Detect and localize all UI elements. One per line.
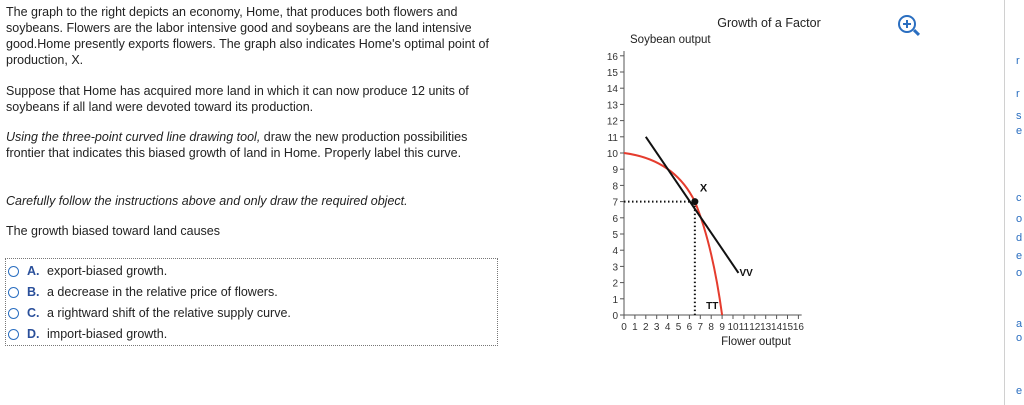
option-d[interactable] — [6, 324, 167, 344]
strip-glyph: e — [1016, 250, 1023, 262]
x-tick-label: 5 — [675, 322, 682, 333]
strip-glyph: s — [1016, 110, 1022, 122]
answer-options — [5, 258, 498, 346]
option-text: a rightward shift of the relative supply curve. — [47, 306, 291, 320]
option-letter: B. — [27, 285, 40, 299]
radio-button[interactable] — [8, 287, 19, 298]
drawing-instructions-rest: draw the new production possibilities frontier that indicates this biased growth of land in Home. Properly label this curve. — [6, 130, 468, 160]
caution-note: Carefully follow the instructions above and only draw the required object. — [6, 194, 408, 208]
graph-canvas[interactable] — [600, 10, 900, 355]
x-tick-label: 11 — [738, 322, 750, 333]
strip-glyph: r — [1016, 55, 1020, 67]
strip-glyph: d — [1016, 232, 1023, 244]
strip-glyph: e — [1016, 385, 1023, 397]
y-tick-label: 11 — [607, 132, 618, 144]
drawing-tool-hint: Using the three-point curved line drawing tool, — [6, 130, 261, 144]
y-tick-label: 0 — [612, 311, 618, 322]
question-prompt: The growth biased toward land causes — [6, 224, 221, 238]
drawing-instructions — [6, 129, 496, 161]
y-tick-label: 12 — [606, 116, 618, 128]
y-tick-label: 16 — [606, 51, 618, 63]
price-line-vv — [646, 137, 739, 273]
option-b[interactable] — [6, 282, 278, 302]
y-tick-label: 8 — [612, 181, 618, 193]
option-a[interactable] — [6, 261, 167, 281]
x-tick-label: 1 — [632, 322, 638, 333]
option-c[interactable] — [6, 303, 291, 323]
y-tick-label: 5 — [612, 230, 618, 241]
graph-title: Growth of a Factor — [717, 16, 821, 30]
radio-button[interactable] — [8, 329, 19, 340]
y-tick-label: 4 — [612, 246, 618, 258]
x-tick-label: 8 — [708, 322, 714, 333]
ppf-graph[interactable] — [600, 10, 900, 355]
strip-glyph: o — [1016, 267, 1023, 279]
x-tick-label: 6 — [686, 322, 693, 333]
strip-glyph: o — [1016, 332, 1023, 344]
point-label-x: X — [699, 182, 708, 195]
y-tick-label: 9 — [612, 165, 618, 177]
y-tick-label: 15 — [606, 68, 618, 79]
y-tick-label: 2 — [612, 278, 618, 290]
strip-glyph: o — [1016, 213, 1023, 225]
x-tick-label: 9 — [719, 322, 725, 333]
strip-glyph: c — [1016, 192, 1022, 204]
radio-button[interactable] — [8, 266, 19, 277]
x-tick-label: 2 — [643, 322, 649, 333]
option-letter: C. — [27, 306, 40, 320]
x-tick-label: 7 — [697, 322, 704, 333]
side-panel-edge — [1004, 0, 1024, 405]
option-text: a decrease in the relative price of flowers. — [47, 285, 278, 299]
strip-glyph: a — [1016, 318, 1023, 330]
x-tick-label: 0 — [621, 322, 627, 333]
price-line-label-vv: VV — [739, 267, 753, 279]
x-tick-label: 12 — [749, 322, 761, 333]
ppf-label-tt: TT — [706, 301, 719, 312]
question-scenario: Suppose that Home has acquired more land in which it can now produce 12 units of soybeans if all land were devoted toward its production. — [6, 84, 469, 114]
x-tick-label: 10 — [727, 322, 739, 333]
y-tick-label: 3 — [612, 262, 618, 274]
strip-glyph: e — [1016, 125, 1023, 137]
y-axis-label: Soybean output — [630, 34, 711, 46]
x-tick-label: 3 — [653, 322, 660, 333]
option-text: export-biased growth. — [47, 264, 168, 278]
x-tick-label: 15 — [781, 322, 794, 333]
y-tick-label: 7 — [612, 197, 618, 209]
x-tick-label: 14 — [771, 322, 783, 333]
y-tick-label: 13 — [606, 100, 618, 112]
x-tick-label: 13 — [760, 322, 772, 333]
y-tick-label: 1 — [612, 294, 618, 306]
strip-glyph: r — [1016, 88, 1020, 100]
option-letter: A. — [27, 264, 40, 278]
x-tick-label: 16 — [792, 322, 804, 333]
x-axis-label: Flower output — [721, 336, 791, 348]
question-intro: The graph to the right depicts an economy, Home, that produces both flowers and soybeans. Flowers are the labor intensive good and soybeans are the land intensive good.Home presently exports flowers. The graph also indicates Home's optimal point of production, X. — [6, 5, 489, 67]
zoom-handle-icon — [913, 29, 920, 36]
radio-button[interactable] — [8, 308, 19, 319]
option-text: import-biased growth. — [47, 327, 168, 341]
question-panel — [0, 0, 500, 405]
y-tick-label: 6 — [612, 213, 618, 225]
y-tick-label: 10 — [606, 149, 618, 160]
y-tick-label: 14 — [606, 84, 618, 96]
x-tick-label: 4 — [664, 322, 671, 333]
option-letter: D. — [27, 327, 40, 341]
optimal-point-x — [691, 198, 698, 205]
